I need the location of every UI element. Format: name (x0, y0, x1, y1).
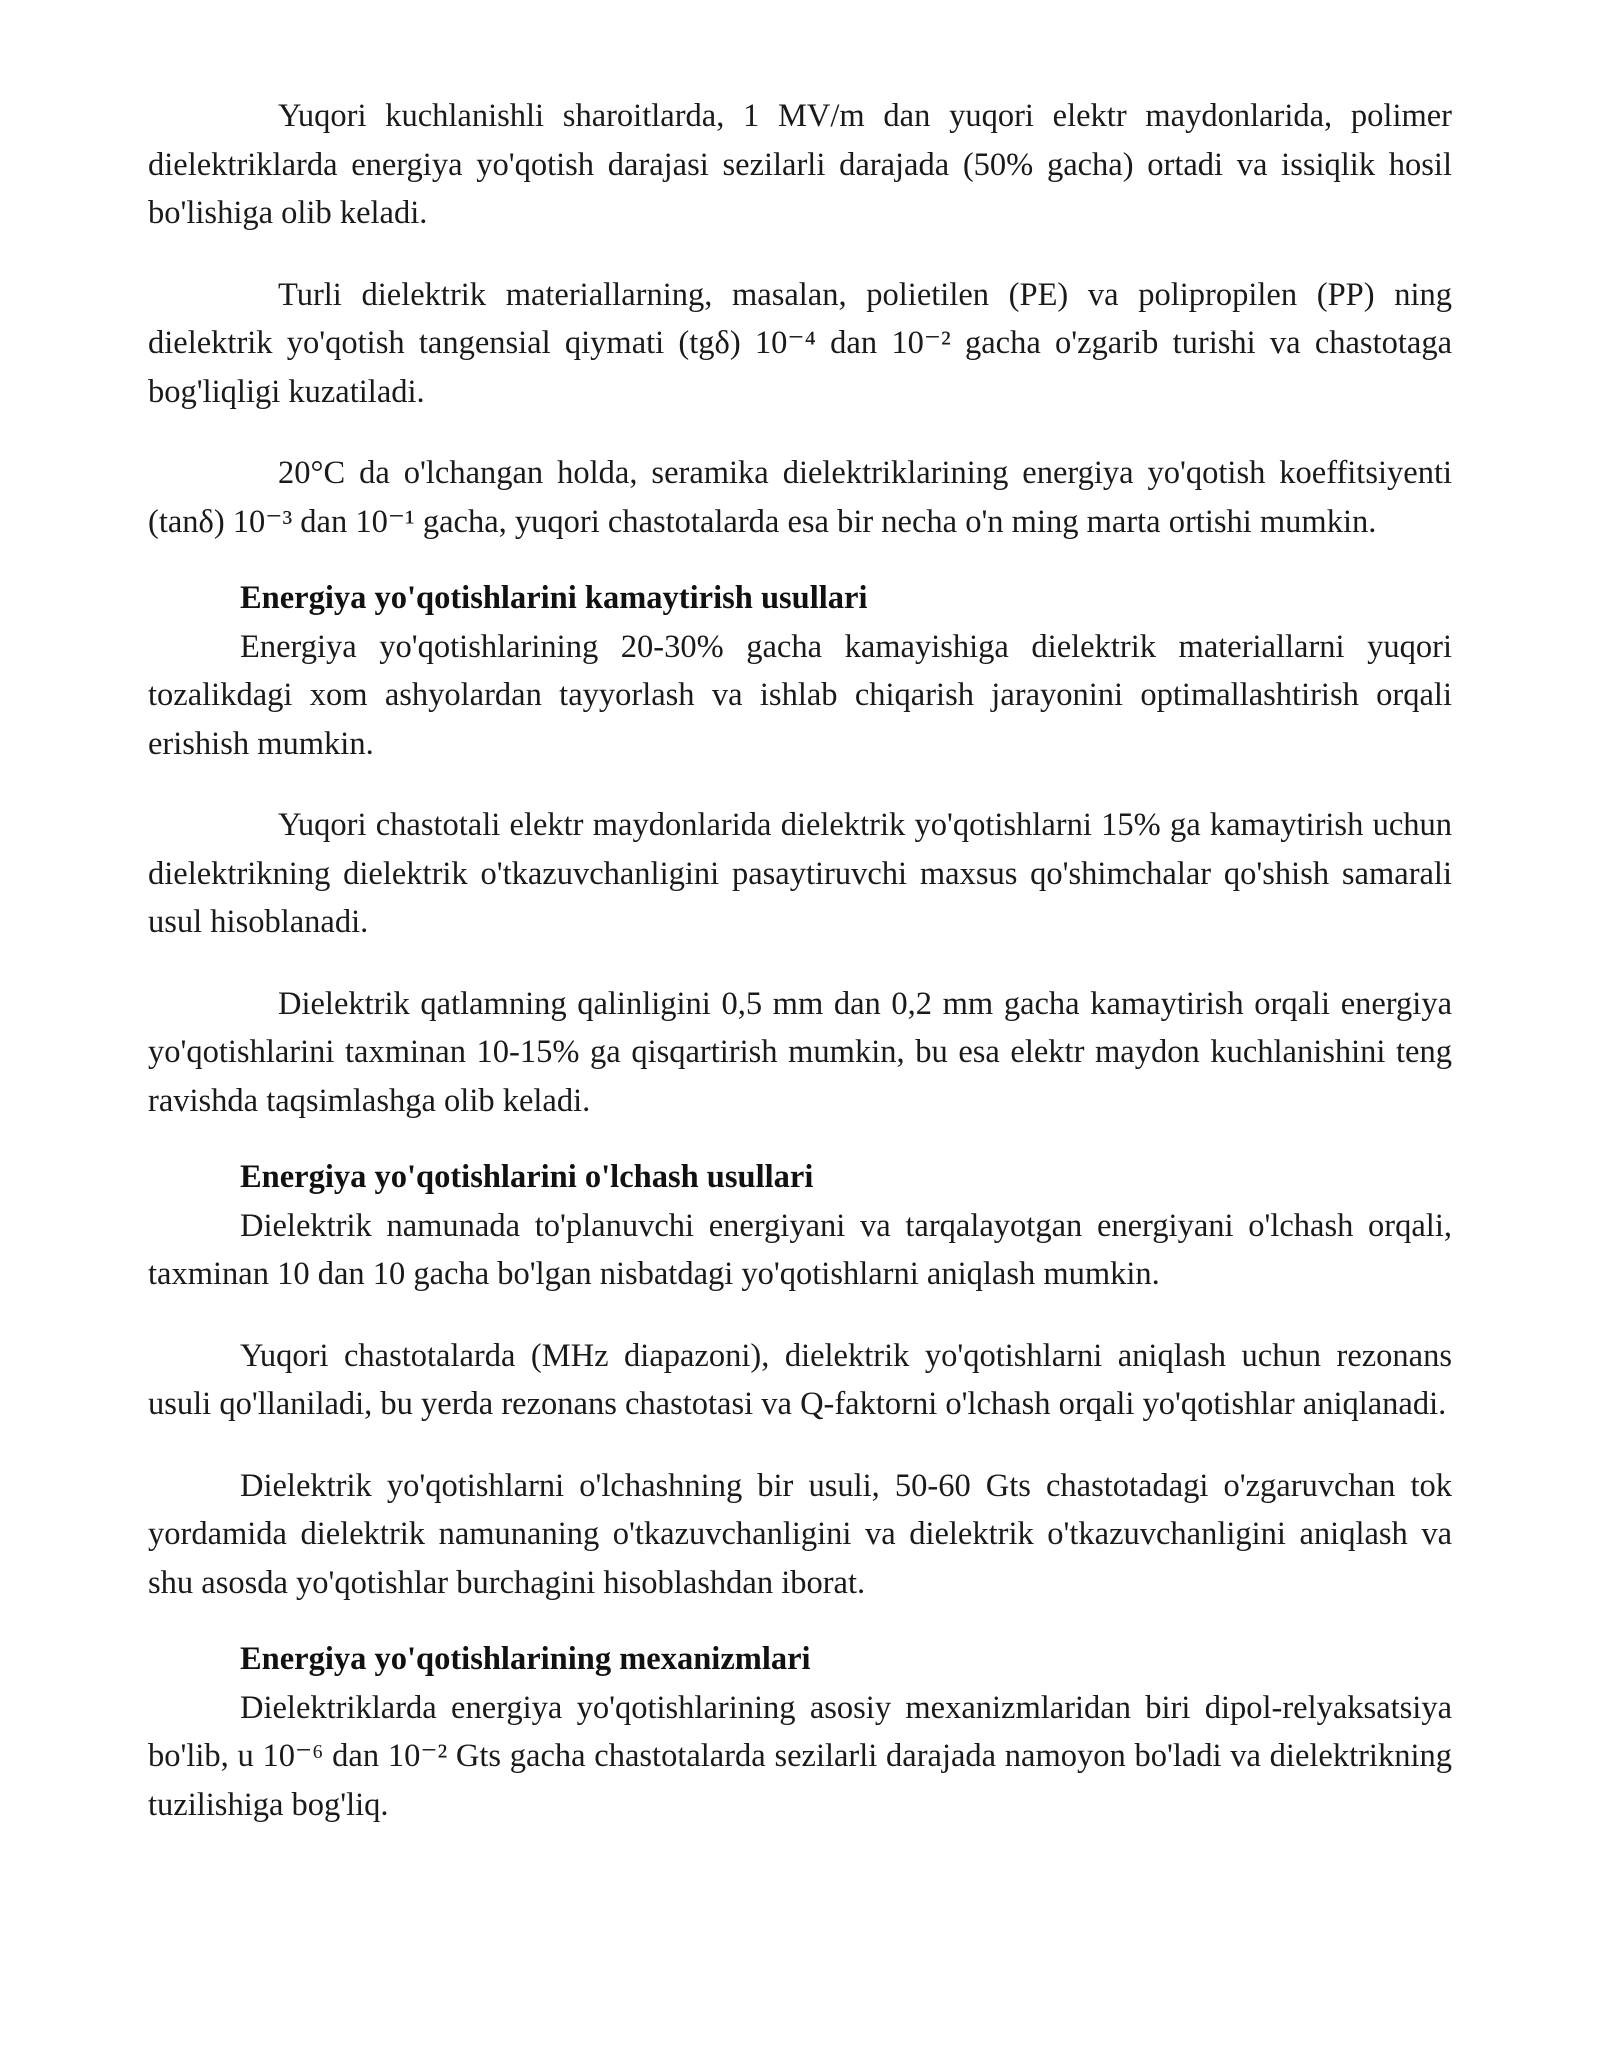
section-heading-reduction-methods: Energiya yo'qotishlarini kamaytirish usullari (240, 580, 868, 616)
paragraph-high-voltage-losses: Yuqori kuchlanishli sharoitlarda, 1 MV/m dan yuqori elektr maydonlarida, polimer dielektriklarda energiya yo'qotish darajasi sezilarli darajada (50% gacha) ortadi va issiqlik hosil bo'lishiga olib keladi. (148, 98, 1452, 231)
section-heading-loss-mechanisms: Energiya yo'qotishlarining mexanizmlari (240, 1641, 811, 1677)
paragraph-additives-high-frequency: Yuqori chastotali elektr maydonlarida dielektrik yo'qotishlarni 15% ga kamaytirish uchun dielektrikning dielektrik o'tkazuvchanligini pasaytiruvchi maxsus qo'shimchalar qo'shish samarali usul hisoblanadi. (148, 807, 1452, 940)
paragraph-purity-optimization: Energiya yo'qotishlarining 20-30% gacha kamayishiga dielektrik materiallarni yuqori tozalikdagi xom ashyolardan tayyorlash va ishlab chiqarish jarayonini optimallashtirish orqali erishish mumkin. (148, 628, 1452, 762)
paragraph-energy-ratio-measurement: Dielektrik namunada to'planuvchi energiyani va tarqalayotgan energiyani o'lchash orqali, taxminan 10 dan 10 gacha bo'lgan nisbatdagi yo'qotishlarni aniqlash mumkin. (148, 1207, 1452, 1292)
section-heading-measurement-methods: Energiya yo'qotishlarini o'lchash usullari (240, 1159, 814, 1195)
paragraph-layer-thickness: Dielektrik qatlamning qalinligini 0,5 mm dan 0,2 mm gacha kamaytirish orqali energiya yo'qotishlarini taxminan 10-15% ga qisqartirish mumkin, bu esa elektr maydon kuchlanishini teng ravishda taqsimlashga olib keladi. (148, 985, 1452, 1119)
paragraph-dipole-relaxation: Dielektriklarda energiya yo'qotishlarining asosiy mexanizmlaridan biri dipol-relyaksatsiya bo'lib, u 10⁻⁶ dan 10⁻² Gts gacha chastotalarda sezilarli darajada namoyon bo'ladi va dielektrikning tuzilishiga bog'liq. (148, 1689, 1452, 1823)
paragraph-ac-method: Dielektrik yo'qotishlarni o'lchashning bir usuli, 50-60 Gts chastotadagi o'zgaruvchan tok yordamida dielektrik namunaning o'tkazuvchanligini va dielektrik o'tkazuvchanligini aniqlash va shu asosda yo'qotishlar burchagini hisoblashdan iborat. (148, 1467, 1452, 1601)
paragraph-resonance-method: Yuqori chastotalarda (MHz diapazoni), dielektrik yo'qotishlarni aniqlash uchun rezonans usuli qo'llaniladi, bu yerda rezonans chastotasi va Q-faktorni o'lchash orqali yo'qotishlar aniqlanadi. (148, 1337, 1452, 1422)
document-page (148, 92, 1452, 1829)
paragraph-pe-pp-loss-tangent: Turli dielektrik materiallarning, masalan, polietilen (PE) va polipropilen (PP) ning dielektrik yo'qotish tangensial qiymati (tgδ) 10⁻⁴ dan 10⁻² gacha o'zgarib turishi va chastotaga bog'liqligi kuzatiladi. (148, 276, 1452, 410)
paragraph-ceramic-loss-coefficient: 20°C da o'lchangan holda, seramika dielektriklarining energiya yo'qotish koeffitsiyenti (tanδ) 10⁻³ dan 10⁻¹ gacha, yuqori chastotalarda esa bir necha o'n ming marta ortishi mumkin. (148, 455, 1452, 540)
